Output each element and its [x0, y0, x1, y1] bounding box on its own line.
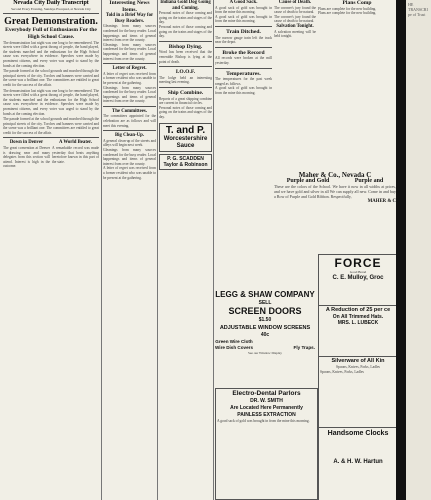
regret-body: A letter of regret was received from a former resident who was unable to be present at the gathering.	[103, 71, 156, 85]
electro-dental: Electro-Dental Parlors	[232, 390, 301, 397]
fly-traps: Fly Traps.	[293, 345, 315, 350]
lead-body-2: The parade formed at the school grounds and marched through the principal streets of the city. Torches and banners were carried and the scene was a brilliant one. The committees are entitled to great credit for the success of the affair.	[3, 69, 99, 87]
reduction-sub: On All Trimmed Hats.	[332, 314, 384, 320]
maher-sign: MAHER & C	[367, 199, 396, 205]
column-5	[274, 0, 316, 170]
dental-body: A good sack of gold was brought in from the mine this morning.	[217, 419, 310, 423]
column-3	[159, 0, 212, 500]
train-head: Train Ditched.	[226, 28, 261, 35]
temperatures-body: The temperatures for the past week ranged as follows.	[215, 77, 272, 86]
lead-body-repeat-2: The parade formed at the school grounds and marched through the principal streets of the city. Torches and banners were carried and the scene was a brilliant one. The committees are entitled to great credit for the success of the affair.	[3, 117, 99, 135]
going-coming-body: Personal notes of those coming and going on the trains and stages of the day.	[159, 11, 212, 25]
lead-headline: Great Demonstration.	[4, 16, 98, 28]
ioof-head: I.O.O.F.	[175, 69, 196, 76]
scadden-ad	[159, 154, 212, 170]
news-items-sub: Told in a Brief Way for Busy Readers.	[105, 13, 154, 24]
ship-combine-head: Ship Combine.	[167, 89, 204, 96]
screen-price: $1.50	[258, 317, 272, 323]
book-spine	[396, 0, 406, 500]
salvation-head: Salvation Tonight.	[276, 23, 314, 29]
sauce-ad-line3: Sauce	[176, 143, 195, 150]
ship-combine-body: Reports of a great shipping combine are current in financial circles.	[159, 96, 212, 106]
plans-body-2: Plans are complete for the new building.	[318, 11, 377, 16]
committees-body: The committees appointed for the celebration are as follows and will meet this evening.	[103, 114, 156, 128]
maher-colors-2: Purple and	[354, 177, 384, 184]
bishop-head: Bishop Dying.	[168, 43, 203, 50]
clocks-head: Handsome Clocks	[327, 430, 389, 437]
column-1	[3, 0, 99, 500]
salvation-body: A salvation meeting will be held tonight.	[274, 29, 316, 39]
silverware-sub-2: Spoons, Knives, Forks, Ladles	[320, 369, 364, 374]
reduction-ad	[318, 305, 396, 357]
column-6	[318, 0, 396, 170]
cause-death-body-2: The coroner's jury found the cause of death to be natural.	[274, 14, 316, 24]
see-display: See our Window Display	[248, 351, 282, 355]
dentist-name: DR. W. SMITH	[250, 398, 283, 404]
column-2	[103, 0, 156, 500]
cause-death-body: The coroner's jury found the cause of death to be natural.	[274, 5, 316, 15]
masthead-subtitle: Second Every Evening, Sundays Excepted, at Nevada City	[11, 7, 91, 11]
dental-ad	[215, 388, 318, 500]
news-items-head: Interesting News Items.	[109, 0, 150, 13]
cause-death-head: Cause of Death.	[278, 0, 312, 5]
world-beater-head: A World Beater.	[59, 140, 92, 146]
cleanup-body-3: A letter of regret was received from a former resident who was unable to be present at the gathering.	[103, 166, 156, 180]
plans-body: Plans are complete for the new building.	[318, 6, 377, 11]
located-here: Are Located Here Permanently	[230, 405, 303, 411]
lead-body-repeat: The demonstration last night was one long to be remembered. The streets were filled with a great throng of people, the band played, the students marched and the enthusiasm for the High School cause was everywhere in evidence. Speeches were made by prominent citizens, and every voter was urged to stand by the bonds at the coming election.	[3, 88, 99, 116]
sauce-ad-line1: T. and P.	[165, 125, 206, 137]
green-wire: Green Wire Cloth	[215, 339, 253, 344]
clocks-ad	[318, 427, 396, 500]
adjustable-price: 40c	[260, 332, 270, 338]
scadden-ad-line2: Taylor & Robinson	[163, 162, 208, 169]
committees-head: The Committees.	[112, 108, 147, 114]
maher-ad	[274, 172, 396, 252]
masthead-title: Nevada City Daily Transcript	[13, 0, 89, 6]
sauce-ad-line2: Worcestershire	[163, 136, 208, 143]
cleanup-body-2: Gleanings from many sources condensed for the busy reader. Local happenings and items of general interest from over the county.	[103, 148, 156, 166]
denver-head: Down in Denver	[9, 140, 44, 146]
legg-shaw-ad	[215, 290, 315, 385]
silverware-head: Silverware of All Kin	[331, 358, 385, 364]
lead-body: The demonstration last night was one long to be remembered. The streets were filled with a great throng of people, the band played, the students marched and the enthusiasm for the High School cause was everywhere in evidence. Speeches were made by prominent citizens, and every voter was urged to stand by the bonds at the coming election.	[3, 40, 99, 68]
news-items-body-2: Gleanings from many sources condensed for the busy reader. Local happenings and items of general interest from over the county.	[103, 42, 156, 61]
silverware-sub: Spoons, Knives, Forks, Ladles	[336, 365, 380, 369]
force-word: FORCE	[334, 256, 382, 270]
temperatures-body-2: A good sack of gold was brought in from the mine this morning.	[215, 86, 272, 95]
going-coming-head: Indiana Gold Dog Going and Coming.	[160, 0, 211, 11]
screen-doors: SCREEN DOORS	[228, 306, 302, 316]
maher-body: These are the colors of the School. We have it now in all widths at prices, and we have gold and silver in all We can supply all new. Come in and buy a Bow of Purple and Gold Ribbon. Respectfully,	[274, 184, 396, 200]
legg-shaw-name: LEGG & SHAW COMPANY	[215, 290, 315, 299]
force-sub: Good Bread	[349, 270, 367, 274]
record-body: All records were broken at the mill yesterday.	[215, 56, 272, 65]
adjustable-screens: ADJUSTABLE WINDOW SCREENS	[219, 325, 311, 331]
sell-word: SELL	[258, 300, 272, 306]
news-items-body: Gleanings from many sources condensed for the busy reader. Local happenings and items of general interest from over the county.	[103, 24, 156, 43]
good-sack-body: A good sack of gold was brought in from the mine this morning.	[215, 5, 272, 15]
regret-body-2: Gleanings from many sources condensed for the busy reader. Local happenings and items of general interest from over the county.	[103, 85, 156, 104]
denver-body: The great convention at Denver is drawing near and many delegates from this section will attend. Interest is high in the outcome.	[3, 146, 50, 169]
hartung-name: A. & H. W. Hartun	[333, 459, 383, 465]
sauce-ad	[159, 123, 212, 152]
going-coming-body-2: Personal notes of those coming and going on the trains and stages of the day.	[159, 24, 212, 39]
cleanup-body: A general clean-up of the streets and alleys will begin next week.	[103, 138, 156, 148]
regret-head: Letter of Regret.	[112, 66, 147, 72]
lead-subhead: Everybody Full of Enthusiasm For the High School Cause.	[5, 27, 97, 40]
good-sack-head: A Good Sack.	[229, 0, 258, 5]
lubeck-name: MRS. L. LUBECK	[337, 320, 379, 326]
train-body: The narrow gauge train left the track near the depot.	[215, 35, 272, 45]
maher-name: Maher & Co., Nevada C	[298, 172, 372, 179]
next-page-edge	[406, 0, 431, 500]
dish-covers: Wire Dish Covers	[215, 345, 253, 350]
ship-combine-body-2: Personal notes of those coming and going on the trains and stages of the day.	[159, 105, 212, 119]
bishop-body: Word has been received that the venerable Bishop is lying at the point of death.	[159, 50, 212, 64]
cleanup-head: Big Clean-Up.	[114, 133, 145, 139]
mulloy-name: C. E. Mulloy, Groc	[332, 275, 384, 282]
painless: PAINLESS EXTRACTION	[237, 412, 296, 418]
record-head: Broke the Record	[222, 49, 265, 56]
world-beater-body: A remarkable record was made yesterday that beats anything heretofore known in this part of the state.	[52, 146, 99, 164]
next-page-text: HE TRANSCRI pe of Trust	[408, 2, 428, 17]
force-ad	[318, 254, 396, 306]
plans-head: Plans Comp	[342, 0, 372, 6]
silverware-ad	[318, 356, 396, 428]
scadden-ad-line1: P. G. SCADDEN	[167, 156, 204, 163]
good-sack-body-2: A good sack of gold was brought in from the mine this morning.	[215, 14, 272, 24]
maher-colors: Purple and Gold	[286, 177, 330, 184]
temperatures-head: Temperatures.	[226, 70, 261, 77]
ioof-body: The lodge held an interesting meeting last evening.	[159, 75, 212, 85]
reduction-head: A Reduction of 25 per ce	[325, 307, 391, 313]
